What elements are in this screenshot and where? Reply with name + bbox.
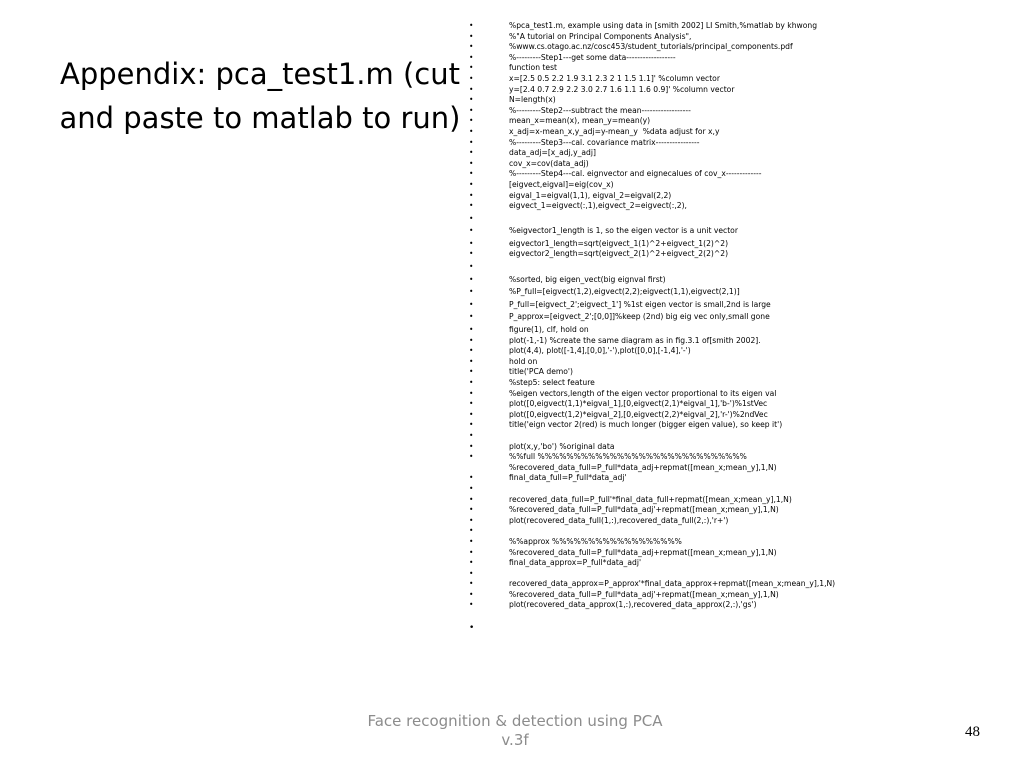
code-line: • eigvector1_length=sqrt(eigvect_1(1)^2+eigvect_1(2)^2)	[462, 239, 1002, 250]
code-line: • x_adj=x-mean_x,y_adj=y-mean_y %data adjust for x,y	[462, 127, 1002, 138]
code-line: • plot([0,eigvect(1,1)*eigval_1],[0,eigvect(2,1)*eigval_1],'b-')%1stVec	[462, 399, 1002, 410]
code-line: %recovered_data_full=P_full*data_adj+repmat([mean_x;mean_y],1,N)	[509, 462, 777, 472]
slide-title: Appendix: pca_test1.m (cut and paste to matlab to run)	[59, 57, 461, 135]
code-line: • plot(x,y,'bo') %original data	[462, 442, 1002, 453]
code-line: • %---------Step1---get some data------------------	[462, 53, 1002, 64]
page-number: 48	[965, 724, 980, 740]
slide-footer	[355, 712, 675, 750]
code-line: • recovered_data_approx=P_approx'*final_data_approx+repmat([mean_x;mean_y],1,N)	[462, 579, 1002, 590]
code-line: • %eigen vectors,length of the eigen vector proportional to its eigen val	[462, 389, 1002, 400]
code-line: • %---------Step2---subtract the mean------------------	[462, 106, 1002, 117]
code-line: • plot(recovered_data_approx(1,:),recovered_data_approx(2,:),'gs')	[462, 600, 1002, 611]
code-line: • x=[2.5 0.5 2.2 1.9 3.1 2.3 2 1 1.5 1.1]' %column vector	[462, 74, 1002, 85]
code-line	[462, 262, 1002, 275]
footer-line: v.3f	[501, 731, 529, 749]
code-line: • final_data_approx=P_full*data_adj'	[462, 558, 1002, 569]
code-line: • hold on	[462, 357, 1002, 368]
code-line: • eigval_1=eigval(1,1), eigval_2=eigval(2,2)	[462, 191, 1002, 202]
code-listing	[462, 21, 1002, 637]
code-line	[462, 623, 1002, 637]
code-line: • title('eign vector 2(red) is much longer (bigger eigen value), so keep it')	[462, 420, 1002, 431]
code-line: • [eigvect,eigval]=eig(cov_x)	[462, 180, 1002, 191]
code-line: • %eigvector1_length is 1, so the eigen vector is a unit vector	[462, 226, 1002, 239]
code-line: • eigvect_1=eigvect(:,1),eigvect_2=eigvect(:,2),	[462, 201, 1002, 214]
code-line: • %www.cs.otago.ac.nz/cosc453/student_tutorials/principal_components.pdf	[462, 42, 1002, 53]
code-line: • %recovered_data_full=P_full*data_adj'+repmat([mean_x;mean_y],1,N)	[462, 590, 1002, 601]
code-line: • title('PCA demo')	[462, 367, 1002, 378]
code-line: • %pca_test1.m, example using data in [smith 2002] LI Smith,%matlab by khwong	[462, 21, 1002, 32]
code-line: • %step5: select feature	[462, 378, 1002, 389]
code-line: • %sorted, big eigen_vect(big eignval first)	[462, 275, 1002, 288]
code-line: • plot(recovered_data_full(1,:),recovered_data_full(2,:),'r+')	[462, 516, 1002, 527]
code-line: • y=[2.4 0.7 2.9 2.2 3.0 2.7 1.6 1.1 1.6 0.9]' %column vector	[462, 85, 1002, 96]
code-line: • %P_full=[eigvect(1,2),eigvect(2,2);eigvect(1,1),eigvect(2,1)]	[462, 287, 1002, 300]
code-line	[462, 569, 1002, 580]
code-line: • eigvector2_length=sqrt(eigvect_2(1)^2+eigvect_2(2)^2)	[462, 249, 1002, 262]
code-line: • data_adj=[x_adj,y_adj]	[462, 148, 1002, 159]
code-line: • %---------Step3---cal. covariance matrix----------------	[462, 138, 1002, 149]
code-line	[462, 214, 1002, 227]
code-line: • %%approx %%%%%%%%%%%%%%%%%%	[462, 537, 1002, 548]
code-line: • figure(1), clf, hold on	[462, 325, 1002, 336]
code-line: • plot([0,eigvect(1,2)*eigval_2],[0,eigvect(2,2)*eigval_2],'r-')%2ndVec	[462, 410, 1002, 421]
code-line: • mean_x=mean(x), mean_y=mean(y)	[462, 116, 1002, 127]
code-line	[462, 431, 1002, 442]
code-line: • function test	[462, 63, 1002, 74]
code-line: • %recovered_data_full=P_full*data_adj+repmat([mean_x;mean_y],1,N)	[462, 548, 1002, 559]
code-line: • P_approx=[eigvect_2';[0,0]]%keep (2nd) big eig vec only,small gone	[462, 312, 1002, 325]
code-line	[462, 526, 1002, 537]
code-line: • %---------Step4---cal. eignvector and eignecalues of cov_x-------------	[462, 169, 1002, 180]
code-line	[462, 484, 1002, 495]
code-line: • recovered_data_full=P_full'*final_data_full+repmat([mean_x;mean_y],1,N)	[462, 495, 1002, 506]
code-line: • P_full=[eigvect_2';eigvect_1'] %1st eigen vector is small,2nd is large	[462, 300, 1002, 313]
code-line: • cov_x=cov(data_adj)	[462, 159, 1002, 170]
code-line: • %"A tutorial on Principal Components Analysis",	[462, 32, 1002, 43]
code-line: • N=length(x)	[462, 95, 1002, 106]
footer-line: Face recognition & detection using PCA	[367, 712, 663, 730]
code-line: • %recovered_data_full=P_full*data_adj'+repmat([mean_x;mean_y],1,N)	[462, 505, 1002, 516]
code-line: • plot(-1,-1) %create the same diagram as in fig.3.1 of[smith 2002].	[462, 336, 1002, 347]
code-line: • %%full %%%%%%%%%%%%%%%%%%%%%%%%%%%%%	[462, 452, 1002, 463]
code-line: • plot(4,4), plot([-1,4],[0,0],'-'),plot([0,0],[-1,4],'-')	[462, 346, 1002, 357]
code-line: • final_data_full=P_full*data_adj'	[462, 473, 1002, 484]
